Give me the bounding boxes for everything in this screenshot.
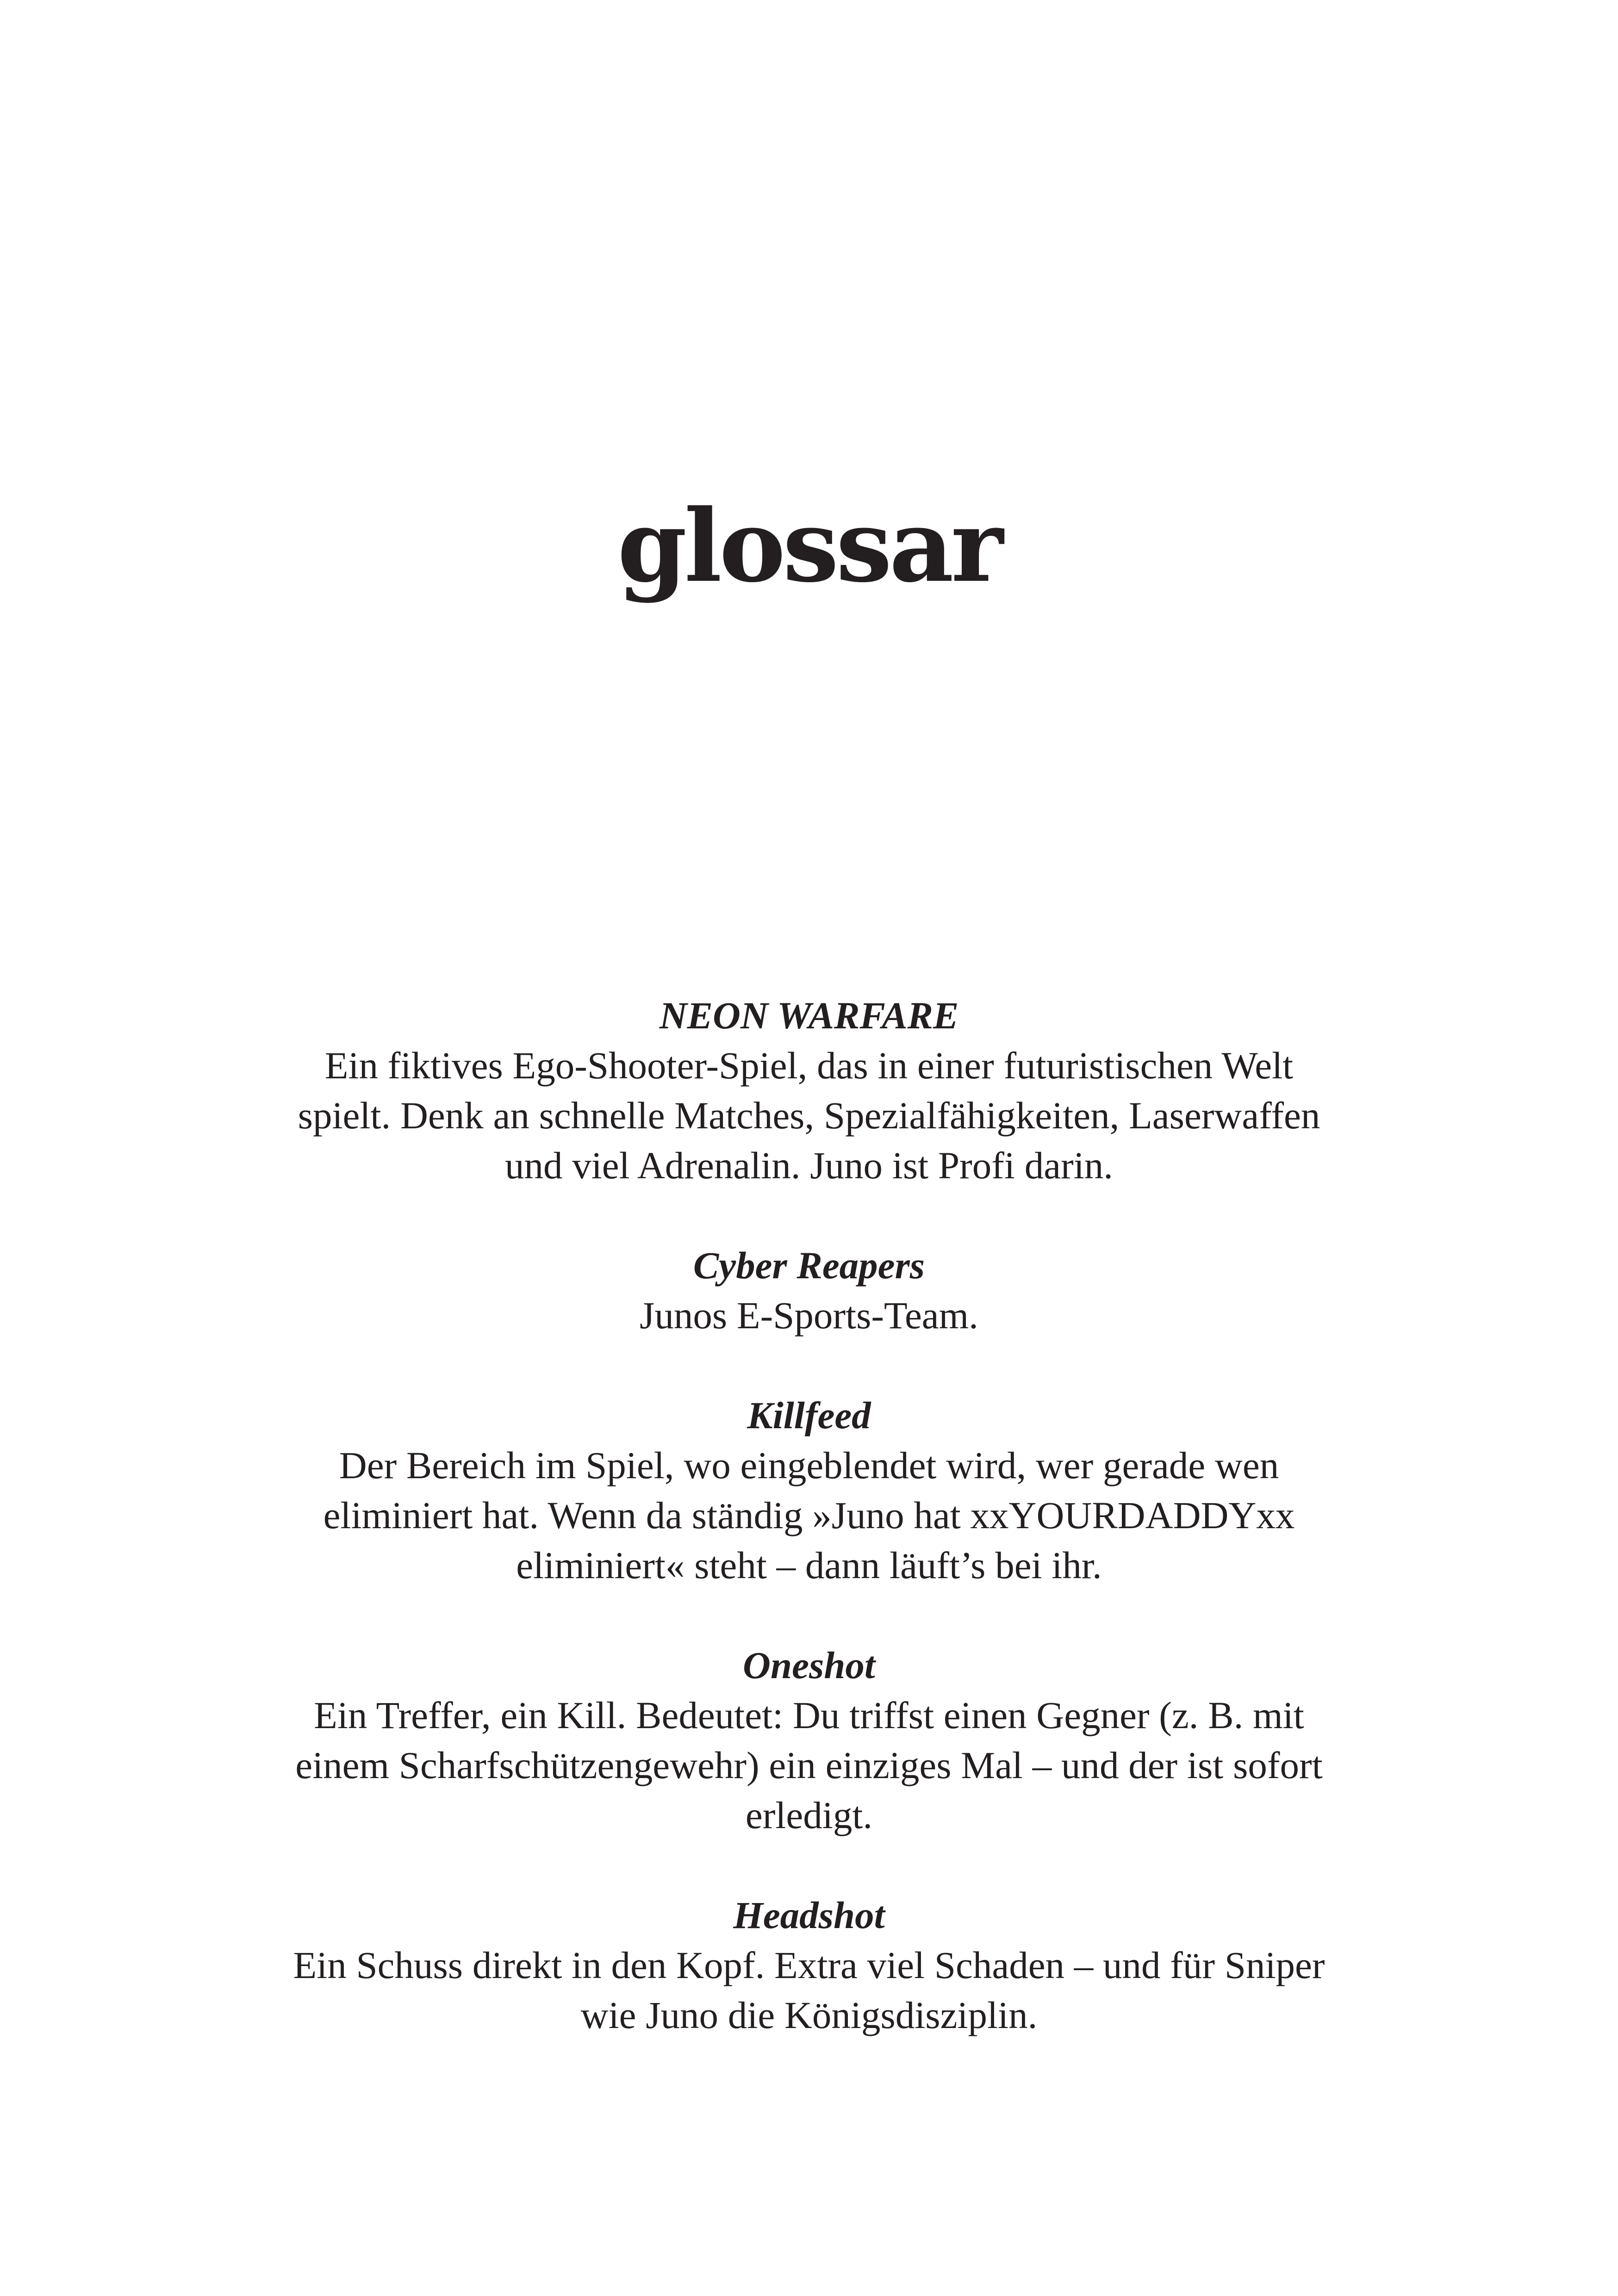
glossary-term: Cyber Reapers xyxy=(693,1244,925,1287)
glossary-definition: Junos E-Sports-Team. xyxy=(640,1294,978,1337)
glossary-term: NEON WARFARE xyxy=(659,994,959,1037)
glossary-list xyxy=(278,990,1340,2090)
glossary-entry-oneshot xyxy=(278,1640,1340,1840)
glossary-term: Headshot xyxy=(733,1894,885,1936)
glossary-entry-headshot xyxy=(278,1890,1340,2040)
glossary-definition: Ein Schuss direkt in den Kopf. Extra viel Schaden – und für Sniper wie Juno die Königsdisziplin. xyxy=(293,1944,1325,2036)
glossary-term: Killfeed xyxy=(747,1394,871,1437)
glossary-entry-cyber-reapers xyxy=(278,1240,1340,1340)
glossary-entry-neon-warfare xyxy=(278,990,1340,1190)
glossary-definition: Der Bereich im Spiel, wo eingeblendet wird, wer gerade wen eliminiert hat. Wenn da ständig »Juno hat xxYOURDADDYxx eliminiert« steht – dann läuft’s bei ihr. xyxy=(323,1444,1295,1587)
page-title: glossar xyxy=(617,487,1001,604)
glossary-term: Oneshot xyxy=(743,1644,875,1686)
glossary-definition: Ein Treffer, ein Kill. Bedeutet: Du triffst einen Gegner (z. B. mit einem Scharfschützengewehr) ein einziges Mal – und der ist sofort erledigt. xyxy=(295,1694,1323,1836)
glossary-definition: Ein fiktives Ego-Shooter-Spiel, das in einer futuristischen Welt spielt. Denk an schnelle Matches, Spezialfähigkeiten, Laserwaffen und viel Adrenalin. Juno ist Profi darin. xyxy=(298,1044,1320,1187)
glossary-entry-killfeed xyxy=(278,1390,1340,1590)
